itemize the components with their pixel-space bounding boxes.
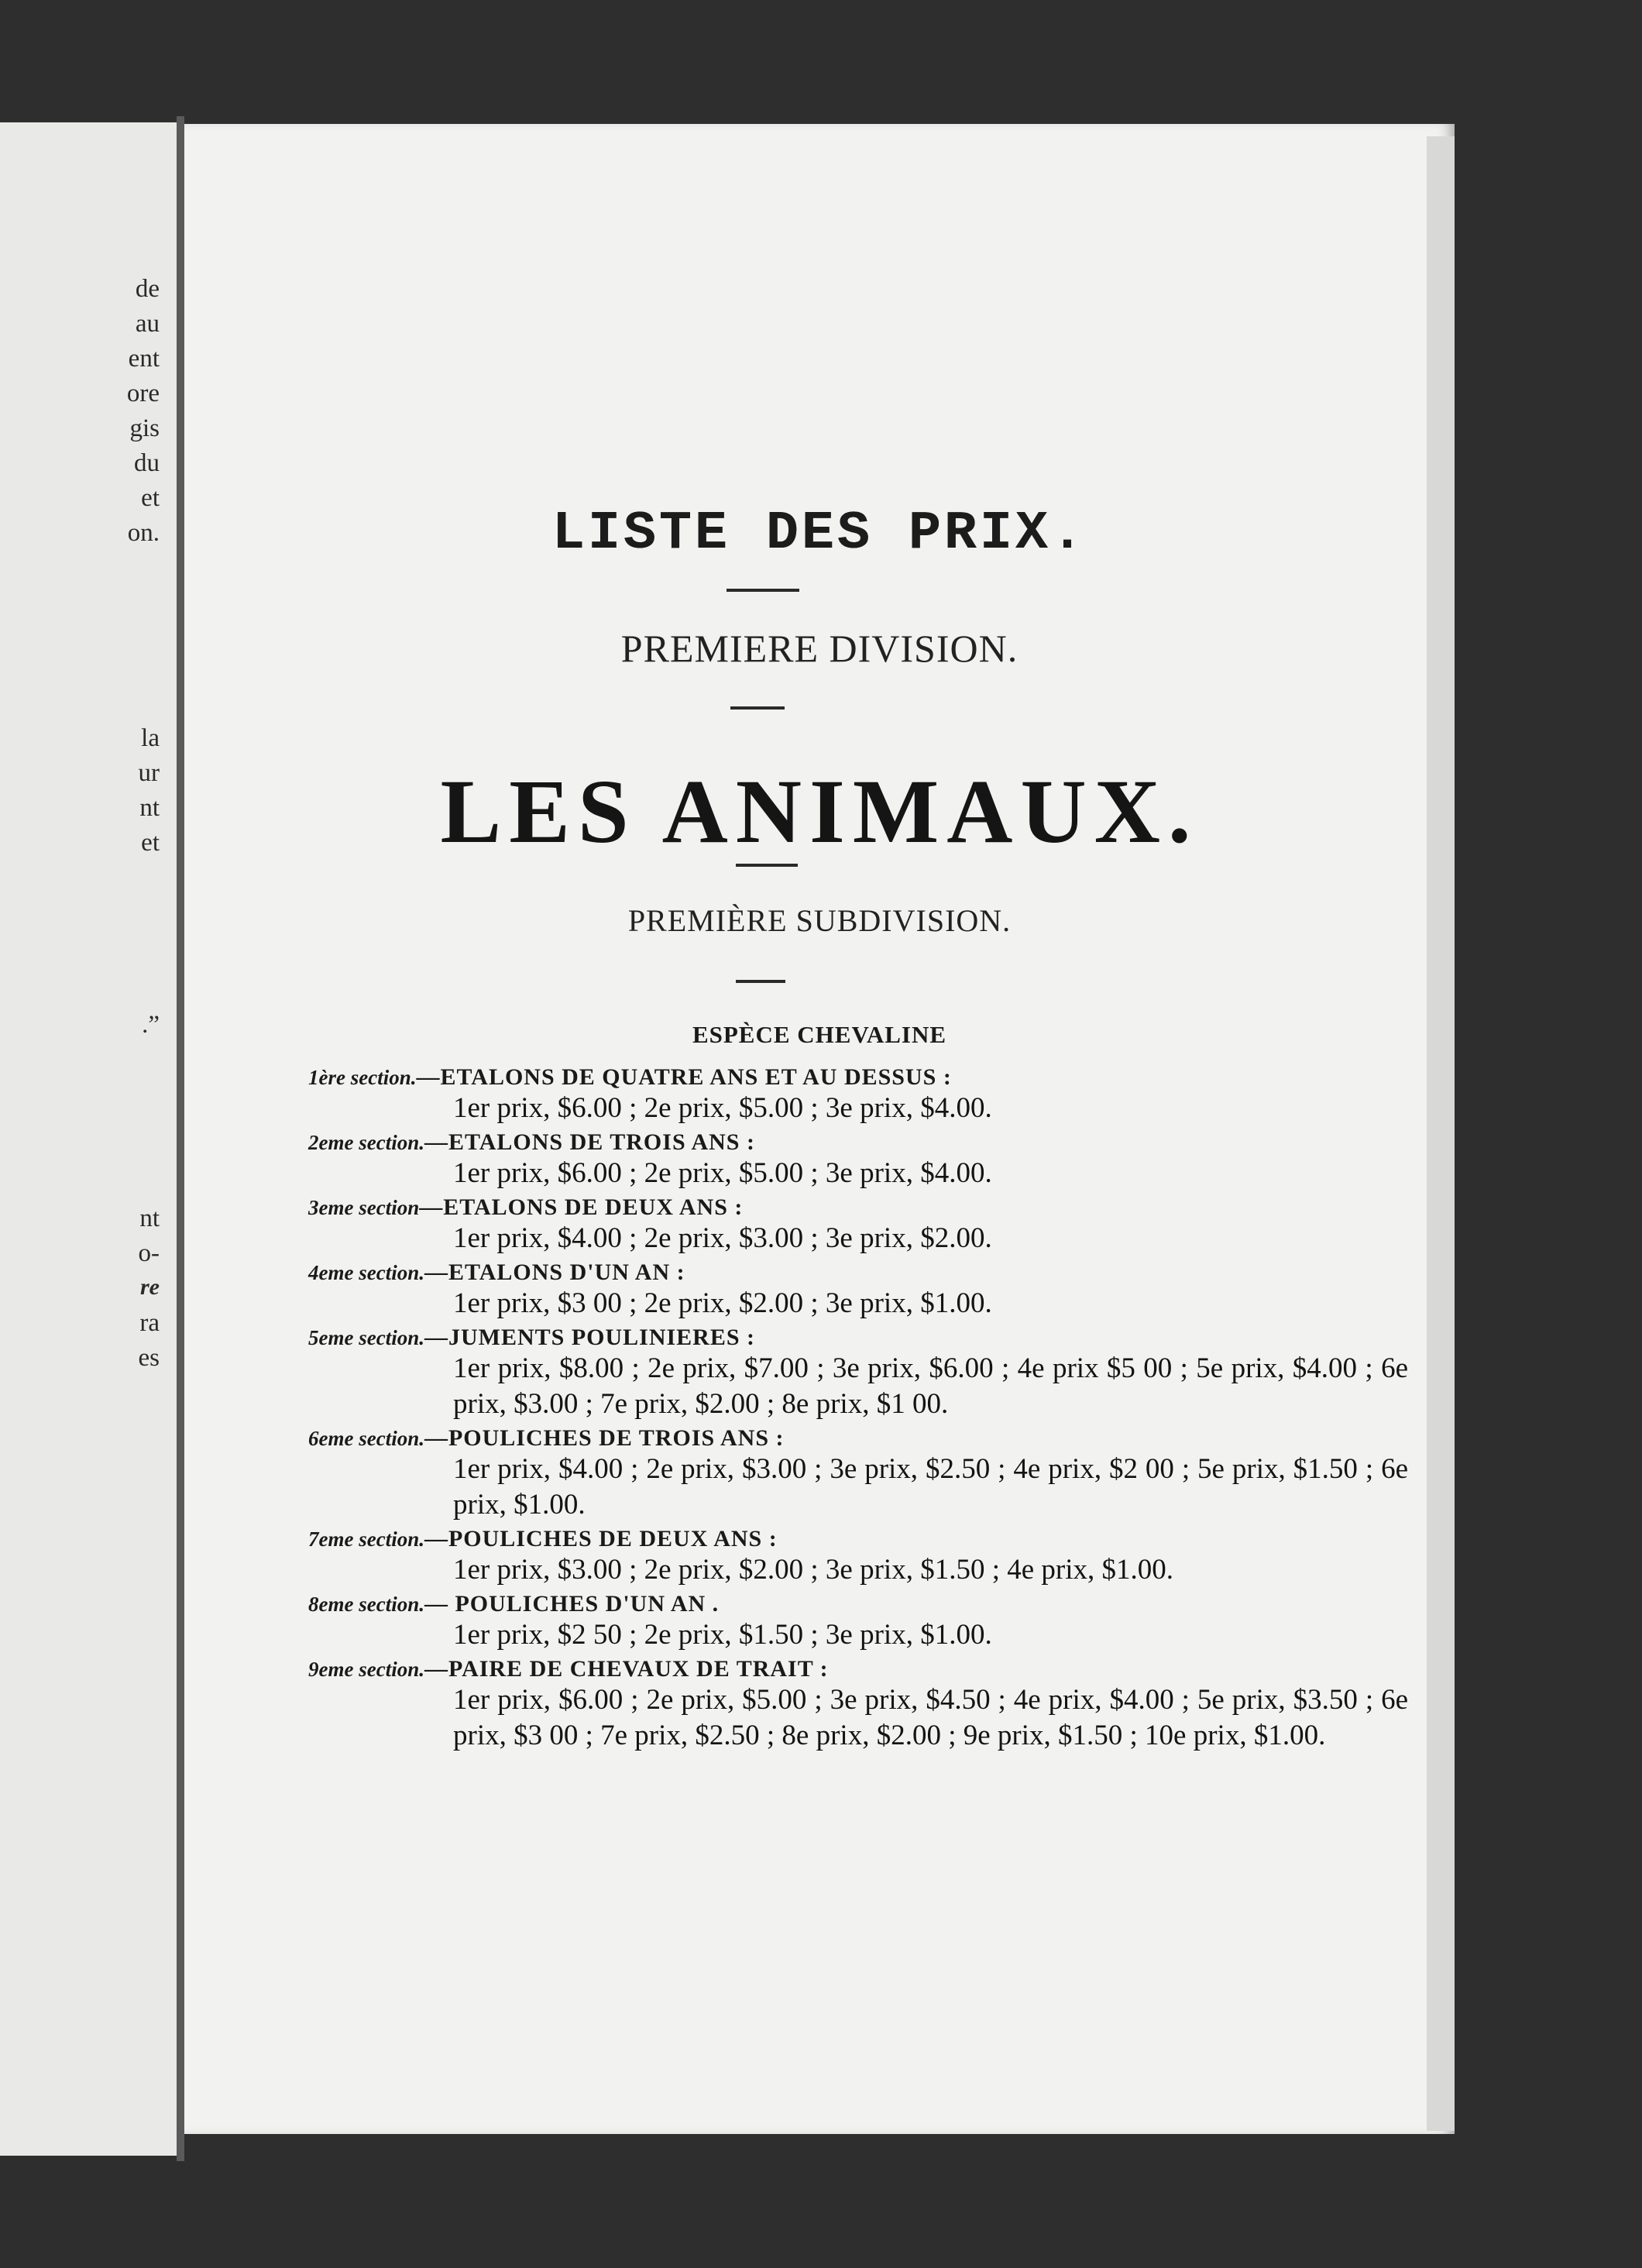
left-page-text-fragment: gis bbox=[129, 414, 160, 442]
section-header bbox=[308, 1425, 1408, 1452]
section-label: 9eme section. bbox=[308, 1658, 424, 1681]
prize-section bbox=[308, 1591, 1408, 1653]
section-label: 7eme section. bbox=[308, 1527, 424, 1551]
section-title: —ETALONS DE TROIS ANS : bbox=[424, 1129, 755, 1155]
left-page-text-fragment: ent bbox=[128, 345, 160, 373]
section-prizes: 1er prix, $4.00 ; 2e prix, $3.00 ; 3e prix, $2.50 ; 4e prix, $2 00 ; 5e prix, $1.50 ; 6e prix, $1.00. bbox=[453, 1453, 1408, 1521]
left-page-text-fragment: de bbox=[135, 275, 160, 303]
prize-section bbox=[308, 1526, 1408, 1588]
divider-rule bbox=[730, 706, 785, 710]
prize-section bbox=[308, 1656, 1408, 1754]
section-label: 2eme section. bbox=[308, 1131, 424, 1154]
subdivision-heading: PREMIÈRE SUBDIVISION. bbox=[627, 903, 1012, 938]
page-gutter bbox=[177, 116, 184, 2161]
left-page-text-fragment: on. bbox=[127, 519, 160, 547]
left-page-text-fragment: du bbox=[134, 449, 160, 477]
left-page-text-fragment: au bbox=[135, 310, 160, 338]
section-title: —POULICHES DE DEUX ANS : bbox=[424, 1526, 778, 1552]
left-page-text-fragment: nt bbox=[139, 1204, 160, 1232]
section-label: 1ère section. bbox=[308, 1066, 417, 1089]
section-label: 3eme section bbox=[308, 1196, 420, 1219]
section-prizes: 1er prix, $2 50 ; 2e prix, $1.50 ; 3e prix, $1.00. bbox=[453, 1619, 992, 1651]
prize-section bbox=[308, 1194, 1408, 1256]
section-title: —POULICHES DE TROIS ANS : bbox=[424, 1425, 785, 1451]
divider-rule bbox=[736, 864, 798, 867]
division-heading: PREMIERE DIVISION. bbox=[620, 627, 1019, 670]
left-page-text-fragment: re bbox=[140, 1274, 160, 1300]
prize-section bbox=[308, 1425, 1408, 1523]
prize-sections bbox=[308, 1061, 1408, 1754]
section-header bbox=[308, 1325, 1408, 1351]
section-title: —ETALONS DE QUATRE ANS ET AU DESSUS : bbox=[416, 1064, 952, 1090]
left-page-text-fragment: o- bbox=[138, 1239, 160, 1267]
section-header bbox=[308, 1656, 1408, 1682]
section-header bbox=[308, 1194, 1408, 1221]
divider-rule bbox=[727, 589, 799, 592]
section-title: —PAIRE DE CHEVAUX DE TRAIT : bbox=[424, 1656, 829, 1682]
section-header bbox=[308, 1591, 1408, 1617]
left-page-text-fragment: ore bbox=[126, 380, 160, 407]
main-heading: LES ANIMAUX. bbox=[440, 761, 1199, 862]
section-prizes: 1er prix, $3.00 ; 2e prix, $2.00 ; 3e prix, $1.50 ; 4e prix, $1.00. bbox=[453, 1554, 1174, 1586]
espece-heading: ESPÈCE CHEVALINE bbox=[692, 1021, 947, 1048]
left-page-text-fragment: es bbox=[138, 1344, 160, 1372]
left-page-text-fragment: ra bbox=[139, 1309, 160, 1337]
document-title: LISTE DES PRIX. bbox=[551, 503, 1087, 565]
section-header bbox=[308, 1259, 1408, 1286]
section-label: 5eme section. bbox=[308, 1326, 424, 1349]
section-header bbox=[308, 1526, 1408, 1552]
left-page-text-fragment: .” bbox=[142, 1011, 160, 1039]
prize-section bbox=[308, 1259, 1408, 1321]
section-title: —ETALONS DE DEUX ANS : bbox=[419, 1194, 744, 1220]
section-label: 6eme section. bbox=[308, 1427, 424, 1450]
section-prizes: 1er prix, $6.00 ; 2e prix, $5.00 ; 3e prix, $4.00. bbox=[453, 1092, 992, 1124]
section-header bbox=[308, 1064, 1408, 1091]
section-title: —ETALONS D'UN AN : bbox=[424, 1259, 685, 1285]
section-prizes: 1er prix, $3 00 ; 2e prix, $2.00 ; 3e prix, $1.00. bbox=[453, 1287, 992, 1319]
prize-section bbox=[308, 1325, 1408, 1422]
section-label: 8eme section. bbox=[308, 1593, 424, 1616]
document-page bbox=[184, 124, 1455, 2134]
left-page-fragment bbox=[0, 122, 180, 2156]
section-prizes: 1er prix, $6.00 ; 2e prix, $5.00 ; 3e prix, $4.50 ; 4e prix, $4.00 ; 5e prix, $3.50 ; 6e prix, $3 00 ; 7e prix, $2.50 ; 8e prix, $2.00 ; 9e prix, $1.50 ; 10e prix, $1.00. bbox=[453, 1684, 1408, 1751]
left-page-text-fragment: ur bbox=[138, 759, 160, 787]
divider-rule bbox=[736, 980, 785, 983]
prize-section bbox=[308, 1129, 1408, 1191]
section-label: 4eme section. bbox=[308, 1261, 424, 1284]
section-prizes: 1er prix, $8.00 ; 2e prix, $7.00 ; 3e prix, $6.00 ; 4e prix $5 00 ; 5e prix, $4.00 ; 6e prix, $3.00 ; 7e prix, $2.00 ; 8e prix, $1 00. bbox=[453, 1352, 1408, 1420]
section-title: — POULICHES D'UN AN . bbox=[424, 1591, 720, 1617]
page-edge bbox=[1427, 136, 1455, 2131]
section-prizes: 1er prix, $6.00 ; 2e prix, $5.00 ; 3e prix, $4.00. bbox=[453, 1157, 992, 1189]
section-title: —JUMENTS POULINIERES : bbox=[424, 1325, 756, 1350]
left-page-text-fragment: et bbox=[141, 484, 160, 512]
left-page-text-fragment: nt bbox=[139, 794, 160, 822]
left-page-text-fragment: et bbox=[141, 829, 160, 857]
prize-section bbox=[308, 1064, 1408, 1126]
section-prizes: 1er prix, $4.00 ; 2e prix, $3.00 ; 3e prix, $2.00. bbox=[453, 1222, 992, 1254]
left-page-text-fragment: la bbox=[141, 724, 160, 752]
section-header bbox=[308, 1129, 1408, 1156]
